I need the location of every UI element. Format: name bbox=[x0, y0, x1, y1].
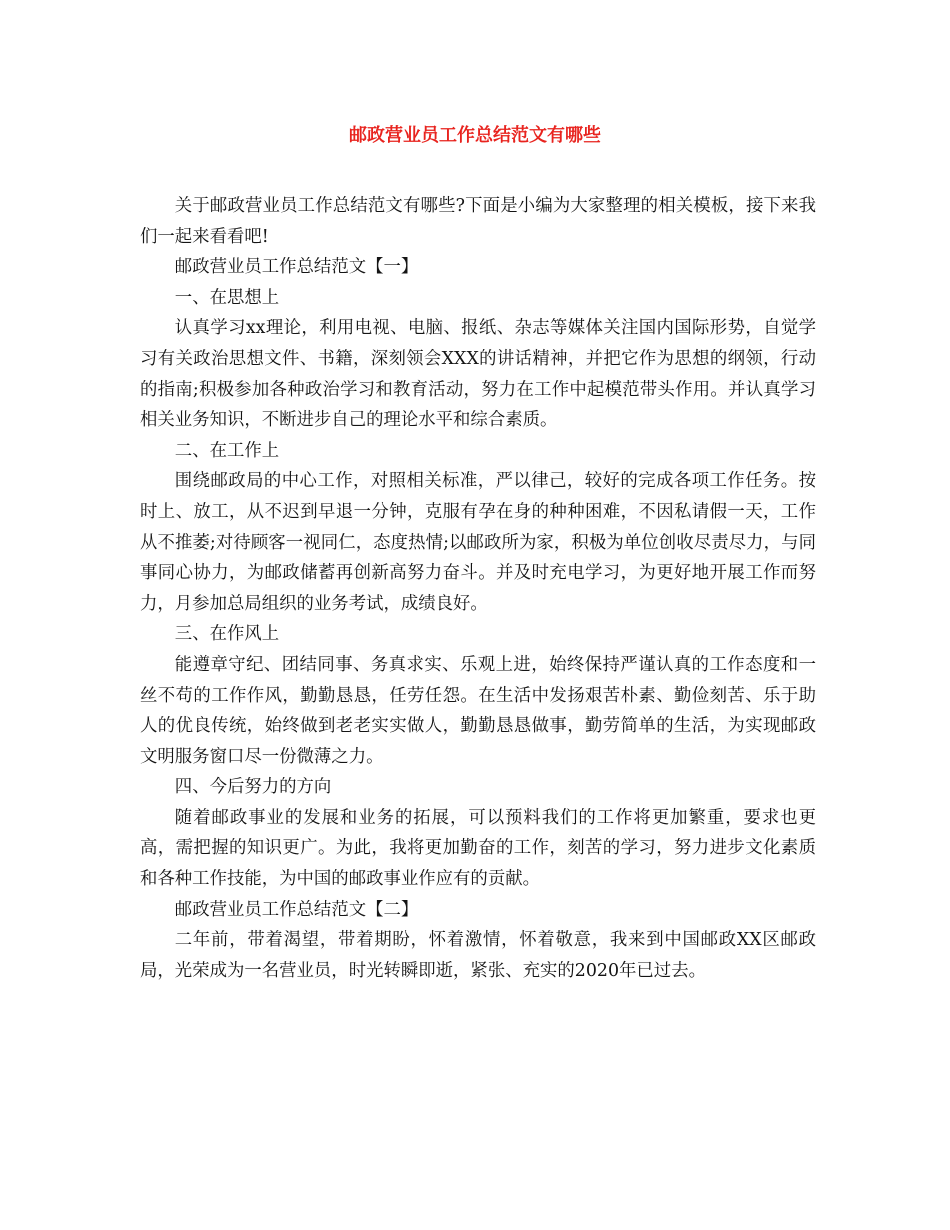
document-title: 邮政营业员工作总结范文有哪些 bbox=[349, 125, 601, 146]
subheading-future: 四、今后努力的方向 bbox=[174, 777, 332, 798]
intro-paragraph: 关于邮政营业员工作总结范文有哪些?下面是小编为大家整理的相关模板，接下来我们一起来看看吧! bbox=[140, 196, 816, 247]
section-heading-sample-two: 邮政营业员工作总结范文【二】 bbox=[174, 899, 419, 920]
subheading-ideology: 一、在思想上 bbox=[174, 287, 280, 308]
section-heading-sample-one: 邮政营业员工作总结范文【一】 bbox=[174, 257, 419, 278]
paragraph-future: 随着邮政事业的发展和业务的拓展，可以预料我们的工作将更加繁重，要求也更高，需把握的知识更广。为此，我将更加勤奋的工作，刻苦的学习，努力进步文化素质和各种工作技能，为中国的邮政事业作应有的贡献。 bbox=[140, 807, 816, 890]
paragraph-style: 能遵章守纪、团结同事、务真求实、乐观上进，始终保持严谨认真的工作态度和一丝不苟的工作作风，勤勤恳恳，任劳任怨。在生活中发扬艰苦朴素、勤俭刻苦、乐于助人的优良传统，始终做到老老实实做人，勤勤恳恳做事，勤劳简单的生活，为实现邮政文明服务窗口尽一份微薄之力。 bbox=[140, 654, 816, 767]
subheading-work: 二、在工作上 bbox=[174, 440, 280, 461]
subheading-style: 三、在作风上 bbox=[174, 624, 280, 645]
paragraph-work: 围绕邮政局的中心工作，对照相关标准，严以律己，较好的完成各项工作任务。按时上、放工，从不迟到早退一分钟，克服有孕在身的种种困难，不因私请假一天，工作从不推萎;对待顾客一视同仁，态度热情;以邮政所为家，积极为单位创收尽责尽力，与同事同心协力，为邮政储蓄再创新高努力奋斗。并及时充电学习，为更好地开展工作而努力，月参加总局组织的业务考试，成绩良好。 bbox=[140, 471, 816, 614]
document-body bbox=[140, 191, 816, 986]
paragraph-sample-two-intro: 二年前，带着渴望，带着期盼，怀着激情，怀着敬意，我来到中国邮政XX区邮政局，光荣成为一名营业员，时光转瞬即逝，紧张、充实的2020年已过去。 bbox=[140, 930, 816, 981]
paragraph-ideology: 认真学习xx理论，利用电视、电脑、报纸、杂志等媒体关注国内国际形势，自觉学习有关政治思想文件、书籍，深刻领会XXX的讲话精神，并把它作为思想的纲领，行动的指南;积极参加各种政治学习和教育活动，努力在工作中起模范带头作用。并认真学习相关业务知识，不断进步自己的理论水平和综合素质。 bbox=[140, 318, 816, 431]
